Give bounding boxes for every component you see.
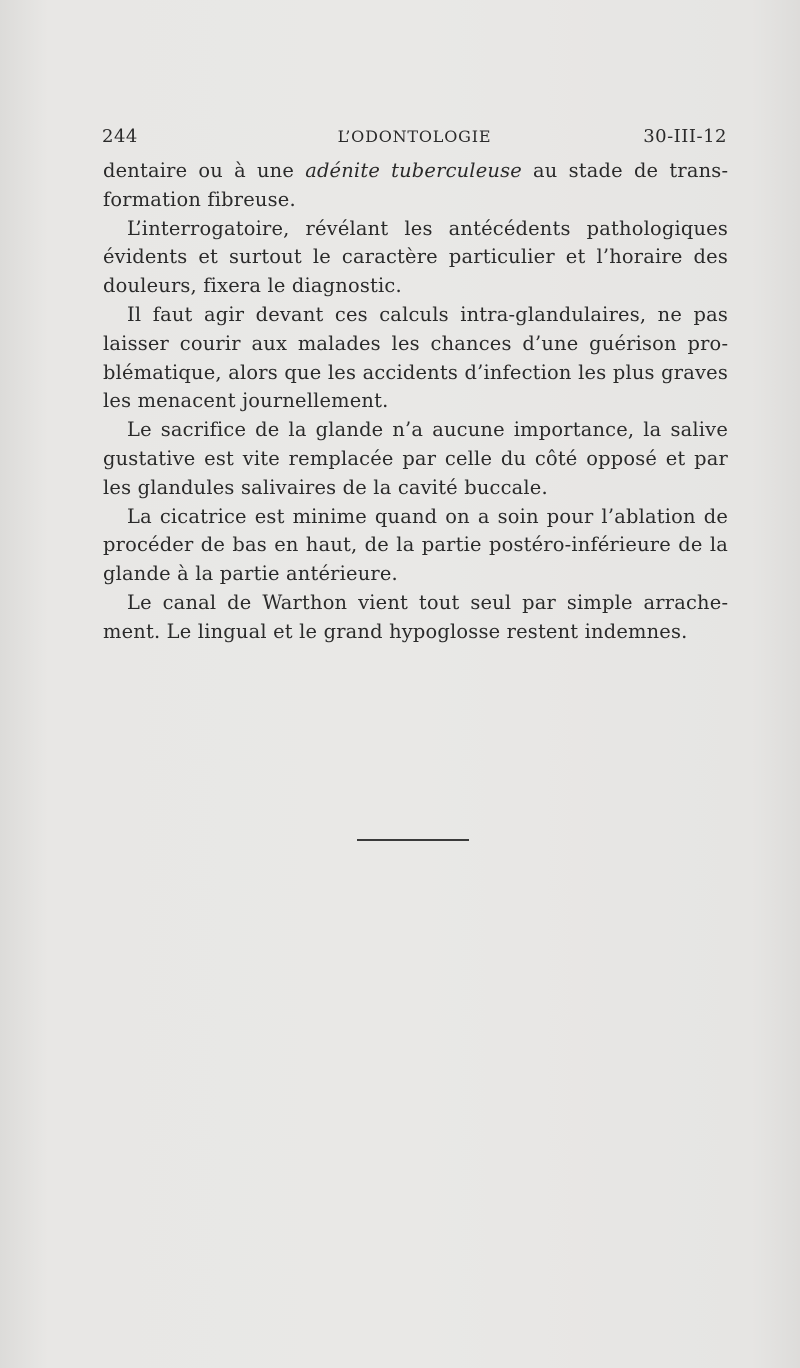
running-head: [102, 124, 727, 150]
paragraph-text: au stade de transformation fibreuse.: [103, 159, 728, 211]
end-of-article-rule: [357, 839, 469, 841]
paragraph: Le canal de Warthon vient tout seul par simple arrachement. Le lingual et le grand hypoglosse restent indemnes.: [103, 590, 728, 643]
page-number: 244: [102, 126, 138, 147]
journal-title: L’ODONTOLOGIE: [337, 127, 492, 146]
paragraph: Il faut agir devant ces calculs intra-glandulaires, ne pas laisser courir aux malades les chances d’une guérison problématique, alors que les accidents d’infection les plus graves les menacent journellement.: [103, 302, 728, 413]
paragraph: Le sacrifice de la glande n’a aucune importance, la salive gustative est vite remplacée par celle du côté opposé et par les glandules salivaires de la cavité buccale.: [103, 418, 728, 499]
emphasized-term: adénite tuberculeuse: [305, 159, 522, 182]
paragraph-text: dentaire ou à une: [103, 159, 306, 182]
paragraph-continued: [103, 157, 728, 215]
paragraph: L’interrogatoire, révélant les antécédents pathologiques évidents et surtout le caractère particulier et l’horaire des douleurs, fixera le diagnostic.: [103, 216, 728, 298]
article-body: [103, 157, 728, 647]
issue-date: 30-III-12: [643, 126, 727, 147]
paragraph: La cicatrice est minime quand on a soin pour l’ablation de procéder de bas en haut, de la partie postéro-inférieure de la glande à la partie antérieure.: [103, 504, 728, 586]
